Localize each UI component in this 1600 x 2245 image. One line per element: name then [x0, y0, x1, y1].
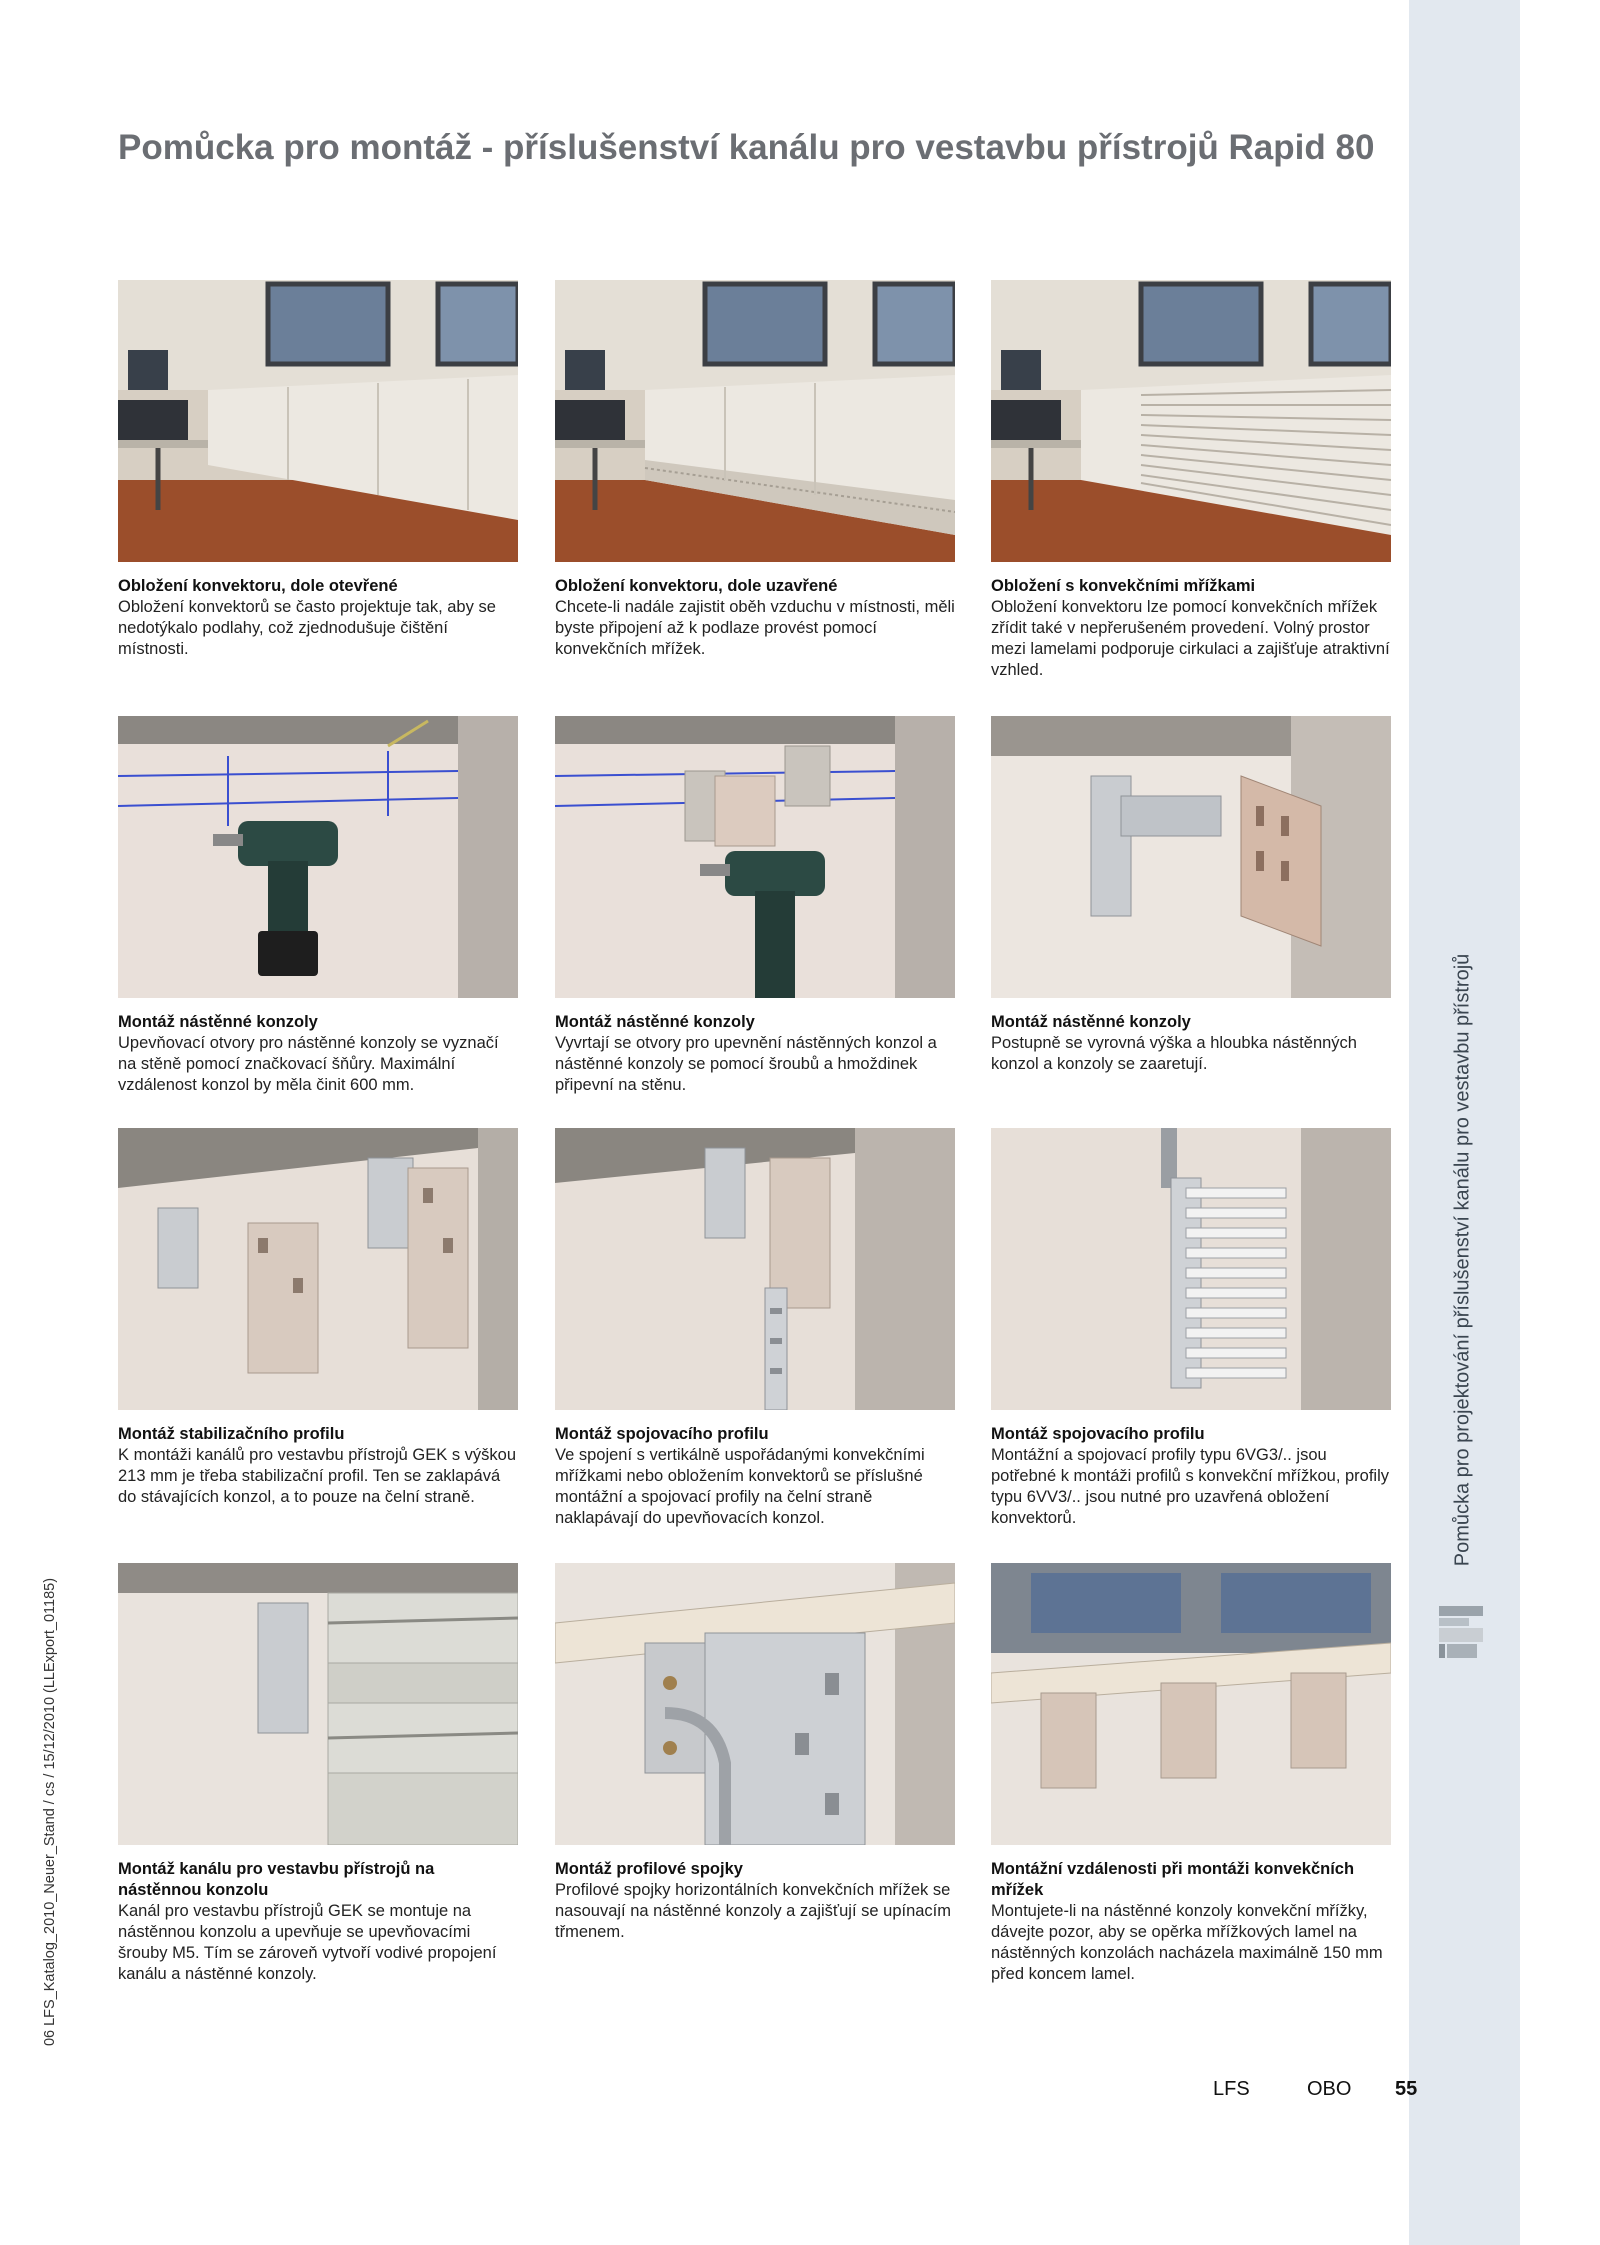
- item-body: Kanál pro vestavbu přístrojů GEK se montuje na nástěnnou konzolu a upevňuje se upevňovacími šrouby M5. Tím se zároveň vytvoří vodivé propojení kanálu a nástěnné konzoly.: [118, 1902, 497, 1983]
- page-title: Pomůcka pro montáž - příslušenství kanálu pro vestavbu přístrojů Rapid 80: [118, 128, 1375, 167]
- item-title: Montáž spojovacího profilu: [991, 1425, 1205, 1443]
- stabilizing-profile-icon: [118, 1128, 518, 1410]
- item-body: Montážní a spojovací profily typu 6VG3/.. jsou potřebné k montáži profilů s konvekční mřížkou, profily typu 6VV3/.. jsou nutné pro uzavřená obložení konvektorů.: [991, 1446, 1390, 1527]
- item-1: [118, 280, 518, 660]
- item-3: [991, 280, 1391, 681]
- item-body: Upevňovací otvory pro nástěnné konzoly se vyznačí na stěně pomocí značkovací šňůry. Maximální vzdálenost konzol by měla činit 600 mm.: [118, 1034, 499, 1094]
- item-title: Montáž profilové spojky: [555, 1860, 743, 1878]
- office-room-closed-icon: [555, 280, 955, 562]
- item-title: Montáž nástěnné konzoly: [991, 1013, 1191, 1031]
- item-title: Montáž kanálu pro vestavbu přístrojů na nástěnnou konzolu: [118, 1860, 435, 1899]
- item-9: [991, 1128, 1391, 1529]
- item-6: [991, 716, 1391, 1075]
- footer-brand-lfs: LFS: [1213, 2078, 1250, 2100]
- grille-profile-icon: [991, 1128, 1391, 1410]
- item-body: Obložení konvektoru lze pomocí konvekčních mřížek zřídit také v nepřerušeném provedení. Volný prostor mezi lamelami podporuje cirkulaci a zajišťuje atraktivní vzhled.: [991, 598, 1390, 679]
- item-10: [118, 1563, 518, 1985]
- item-title: Montáž stabilizačního profilu: [118, 1425, 345, 1443]
- item-body: Obložení konvektorů se často projektuje tak, aby se nedotýkalo podlahy, což zjednodušuje čištění místnosti.: [118, 598, 496, 658]
- footer-brand-obo: OBO: [1307, 2078, 1352, 2100]
- product-thumbnail-icon: [1437, 1602, 1487, 1662]
- grille-distance-icon: [991, 1563, 1391, 1845]
- item-2: [555, 280, 955, 660]
- item-body: K montáži kanálů pro vestavbu přístrojů GEK s výškou 213 mm je třeba stabilizační profil. Ten se zaklapává do stávajících konzol, a to pouze na čelní straně.: [118, 1446, 517, 1506]
- item-title: Montáž nástěnné konzoly: [118, 1013, 318, 1031]
- item-body: Ve spojení s vertikálně uspořádanými konvekčními mřížkami nebo obložením konvektorů se příslušné montážní a spojovací profily na čelní straně naklapávají do upevňovacích konzol.: [555, 1446, 925, 1527]
- trunking-mount-icon: [118, 1563, 518, 1845]
- item-title: Obložení s konvekčními mřížkami: [991, 577, 1256, 595]
- drill-bracket-icon: [555, 716, 955, 998]
- item-body: Profilové spojky horizontálních konvekčních mřížek se nasouvají na nástěnné konzoly a zajišťují se upínacím třmenem.: [555, 1881, 952, 1941]
- office-room-open-icon: [118, 280, 518, 562]
- office-room-grille-icon: [991, 280, 1391, 562]
- item-8: [555, 1128, 955, 1529]
- connecting-profile-icon: [555, 1128, 955, 1410]
- item-title: Montáž spojovacího profilu: [555, 1425, 769, 1443]
- item-body: Montujete-li na nástěnné konzoly konvekční mřížky, dávejte pozor, aby se opěrka mřížkových lamel na nástěnných konzolách nacházela maximálně 150 mm před koncem lamel.: [991, 1902, 1383, 1983]
- bracket-closeup-icon: [991, 716, 1391, 998]
- side-label: Pomůcka pro projektování příslušenství kanálu pro vestavbu přístrojů: [1451, 953, 1474, 1567]
- item-12: [991, 1563, 1391, 1985]
- item-body: Vyvrtají se otvory pro upevnění nástěnných konzol a nástěnné konzoly se pomocí šroubů a hmoždinek připevní na stěnu.: [555, 1034, 937, 1094]
- item-4: [118, 716, 518, 1096]
- drill-marking-icon: [118, 716, 518, 998]
- item-body: Postupně se vyrovná výška a hloubka nástěnných konzol a konzoly se zaaretují.: [991, 1034, 1357, 1073]
- page-number: 55: [1395, 2078, 1418, 2100]
- item-body: Chcete-li nadále zajistit oběh vzduchu v místnosti, měli byste připojení až k podlaze provést pomocí konvekčních mřížek.: [555, 598, 955, 658]
- item-5: [555, 716, 955, 1096]
- item-title: Montážní vzdálenosti při montáži konvekčních mřížek: [991, 1860, 1355, 1899]
- item-11: [555, 1563, 955, 1943]
- item-title: Obložení konvektoru, dole otevřené: [118, 577, 398, 595]
- profile-coupling-icon: [555, 1563, 955, 1845]
- print-metadata: 06 LFS_Katalog_2010_Neuer_Stand / cs / 15/12/2010 (LLExport_01185): [42, 1577, 58, 2047]
- item-title: Obložení konvektoru, dole uzavřené: [555, 577, 838, 595]
- item-7: [118, 1128, 518, 1508]
- item-title: Montáž nástěnné konzoly: [555, 1013, 755, 1031]
